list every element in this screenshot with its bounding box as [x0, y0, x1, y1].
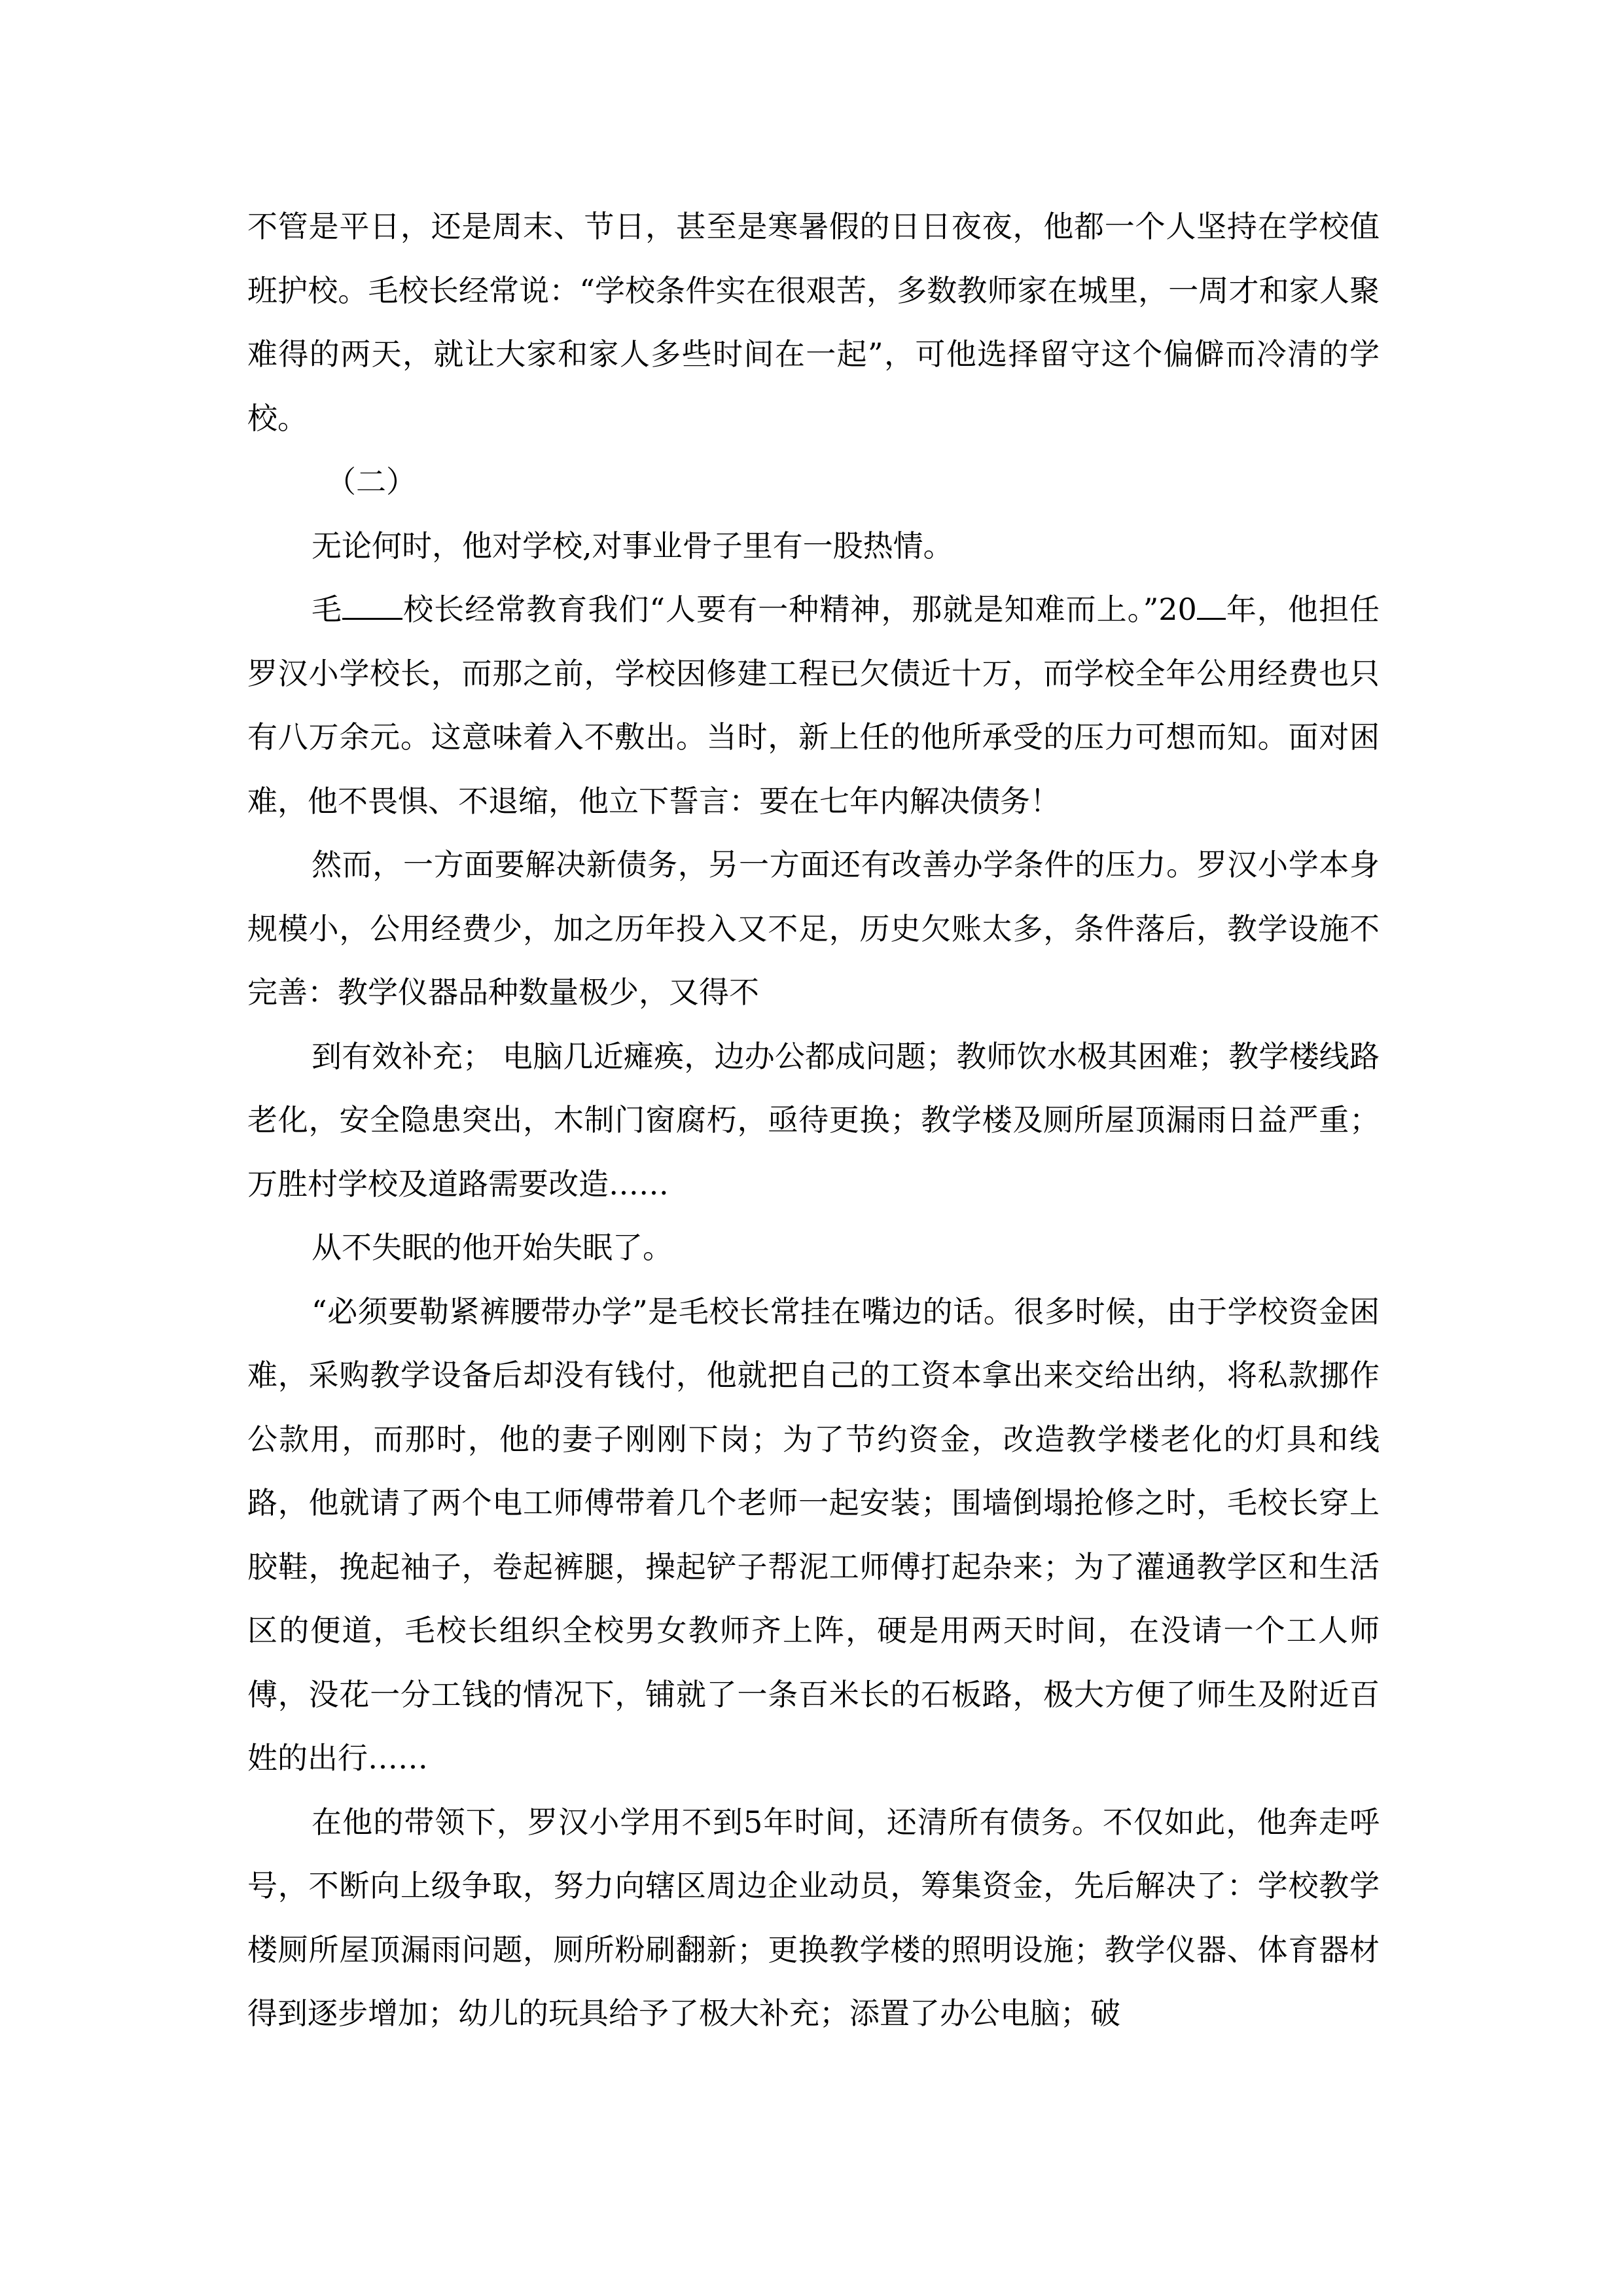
name-blank: [342, 592, 402, 620]
paragraph-3-part-b: 校长经常教育我们“人要有一种精神，那就是知难而上。”20: [402, 592, 1197, 627]
paragraph-2: 无论何时，他对学校,对事业骨子里有一股热情。: [312, 528, 954, 564]
paragraph-6: 从不失眠的他开始失眠了。: [312, 1230, 673, 1265]
paragraph-1: 不管是平日，还是周末、节日，甚至是寒暑假的日日夜夜，他都一个人坚持在学校值班护校。毛校长经常说：“学校条件实在很艰苦，多数教师家在城里，一周才和家人聚难得的两天，就让大家和家人多些时间在一起”，可他选择留守这个偏僻而冷清的学校。: [247, 209, 1380, 436]
document-body: [247, 195, 1380, 2046]
paragraph-3: [247, 578, 1380, 833]
paragraph-8: 在他的带领下，罗汉小学用不到5年时间，还清所有债务。不仅如此，他奔走呼号，不断向上级争取，努力向辖区周边企业动员，筹集资金，先后解决了：学校教学楼厕所屋顶漏雨问题，厕所粉刷翻新；更换教学楼的照明设施；教学仪器、体育器材得到逐步增加；幼儿的玩具给予了极大补充；添置了办公电脑；破: [247, 1804, 1380, 2031]
paragraph-7: “必须要勒紧裤腰带办学”是毛校长常挂在嘴边的话。很多时候，由于学校资金困难，采购教学设备后却没有钱付，他就把自己的工资本拿出来交给出纳，将私款挪作公款用，而那时，他的妻子刚刚下岗；为了节约资金，改造教学楼老化的灯具和线路，他就请了两个电工师傅带着几个老师一起安装；围墙倒塌抢修之时，毛校长穿上胶鞋，挽起袖子，卷起裤腿，操起铲子帮泥工师傅打起杂来；为了灌通教学区和生活区的便道，毛校长组织全校男女教师齐上阵，硬是用两天时间，在没请一个工人师傅，没花一分工钱的情况下，铺就了一条百米长的石板路，极大方便了师生及附近百姓的出行……: [247, 1293, 1380, 1776]
paragraph-4: 然而，一方面要解决新债务，另一方面还有改善办学条件的压力。罗汉小学本身规模小，公用经费少，加之历年投入又不足，历史欠账太多，条件落后，教学设施不完善：教学仪器品种数量极少，又得不: [247, 847, 1380, 1010]
paragraph-3-part-a: 毛: [312, 592, 343, 627]
paragraph-3-part-c: 年，他担任罗汉小学校长，而那之前，学校因修建工程已欠债近十万，而学校全年公用经费也只有八万余元。这意味着入不敷出。当时，新上任的他所承受的压力可想而知。面对困难，他不畏惧、不退缩，他立下誓言：要在七年内解决债务！: [247, 592, 1380, 819]
section-heading: （二）: [326, 464, 416, 499]
paragraph-5: 到有效补充； 电脑几近瘫痪，边办公都成问题；教师饮水极其困难；教学楼线路老化，安全隐患突出，木制门窗腐朽，亟待更换；教学楼及厕所屋顶漏雨日益严重；万胜村学校及道路需要改造……: [247, 1038, 1380, 1202]
year-blank: [1197, 592, 1226, 620]
